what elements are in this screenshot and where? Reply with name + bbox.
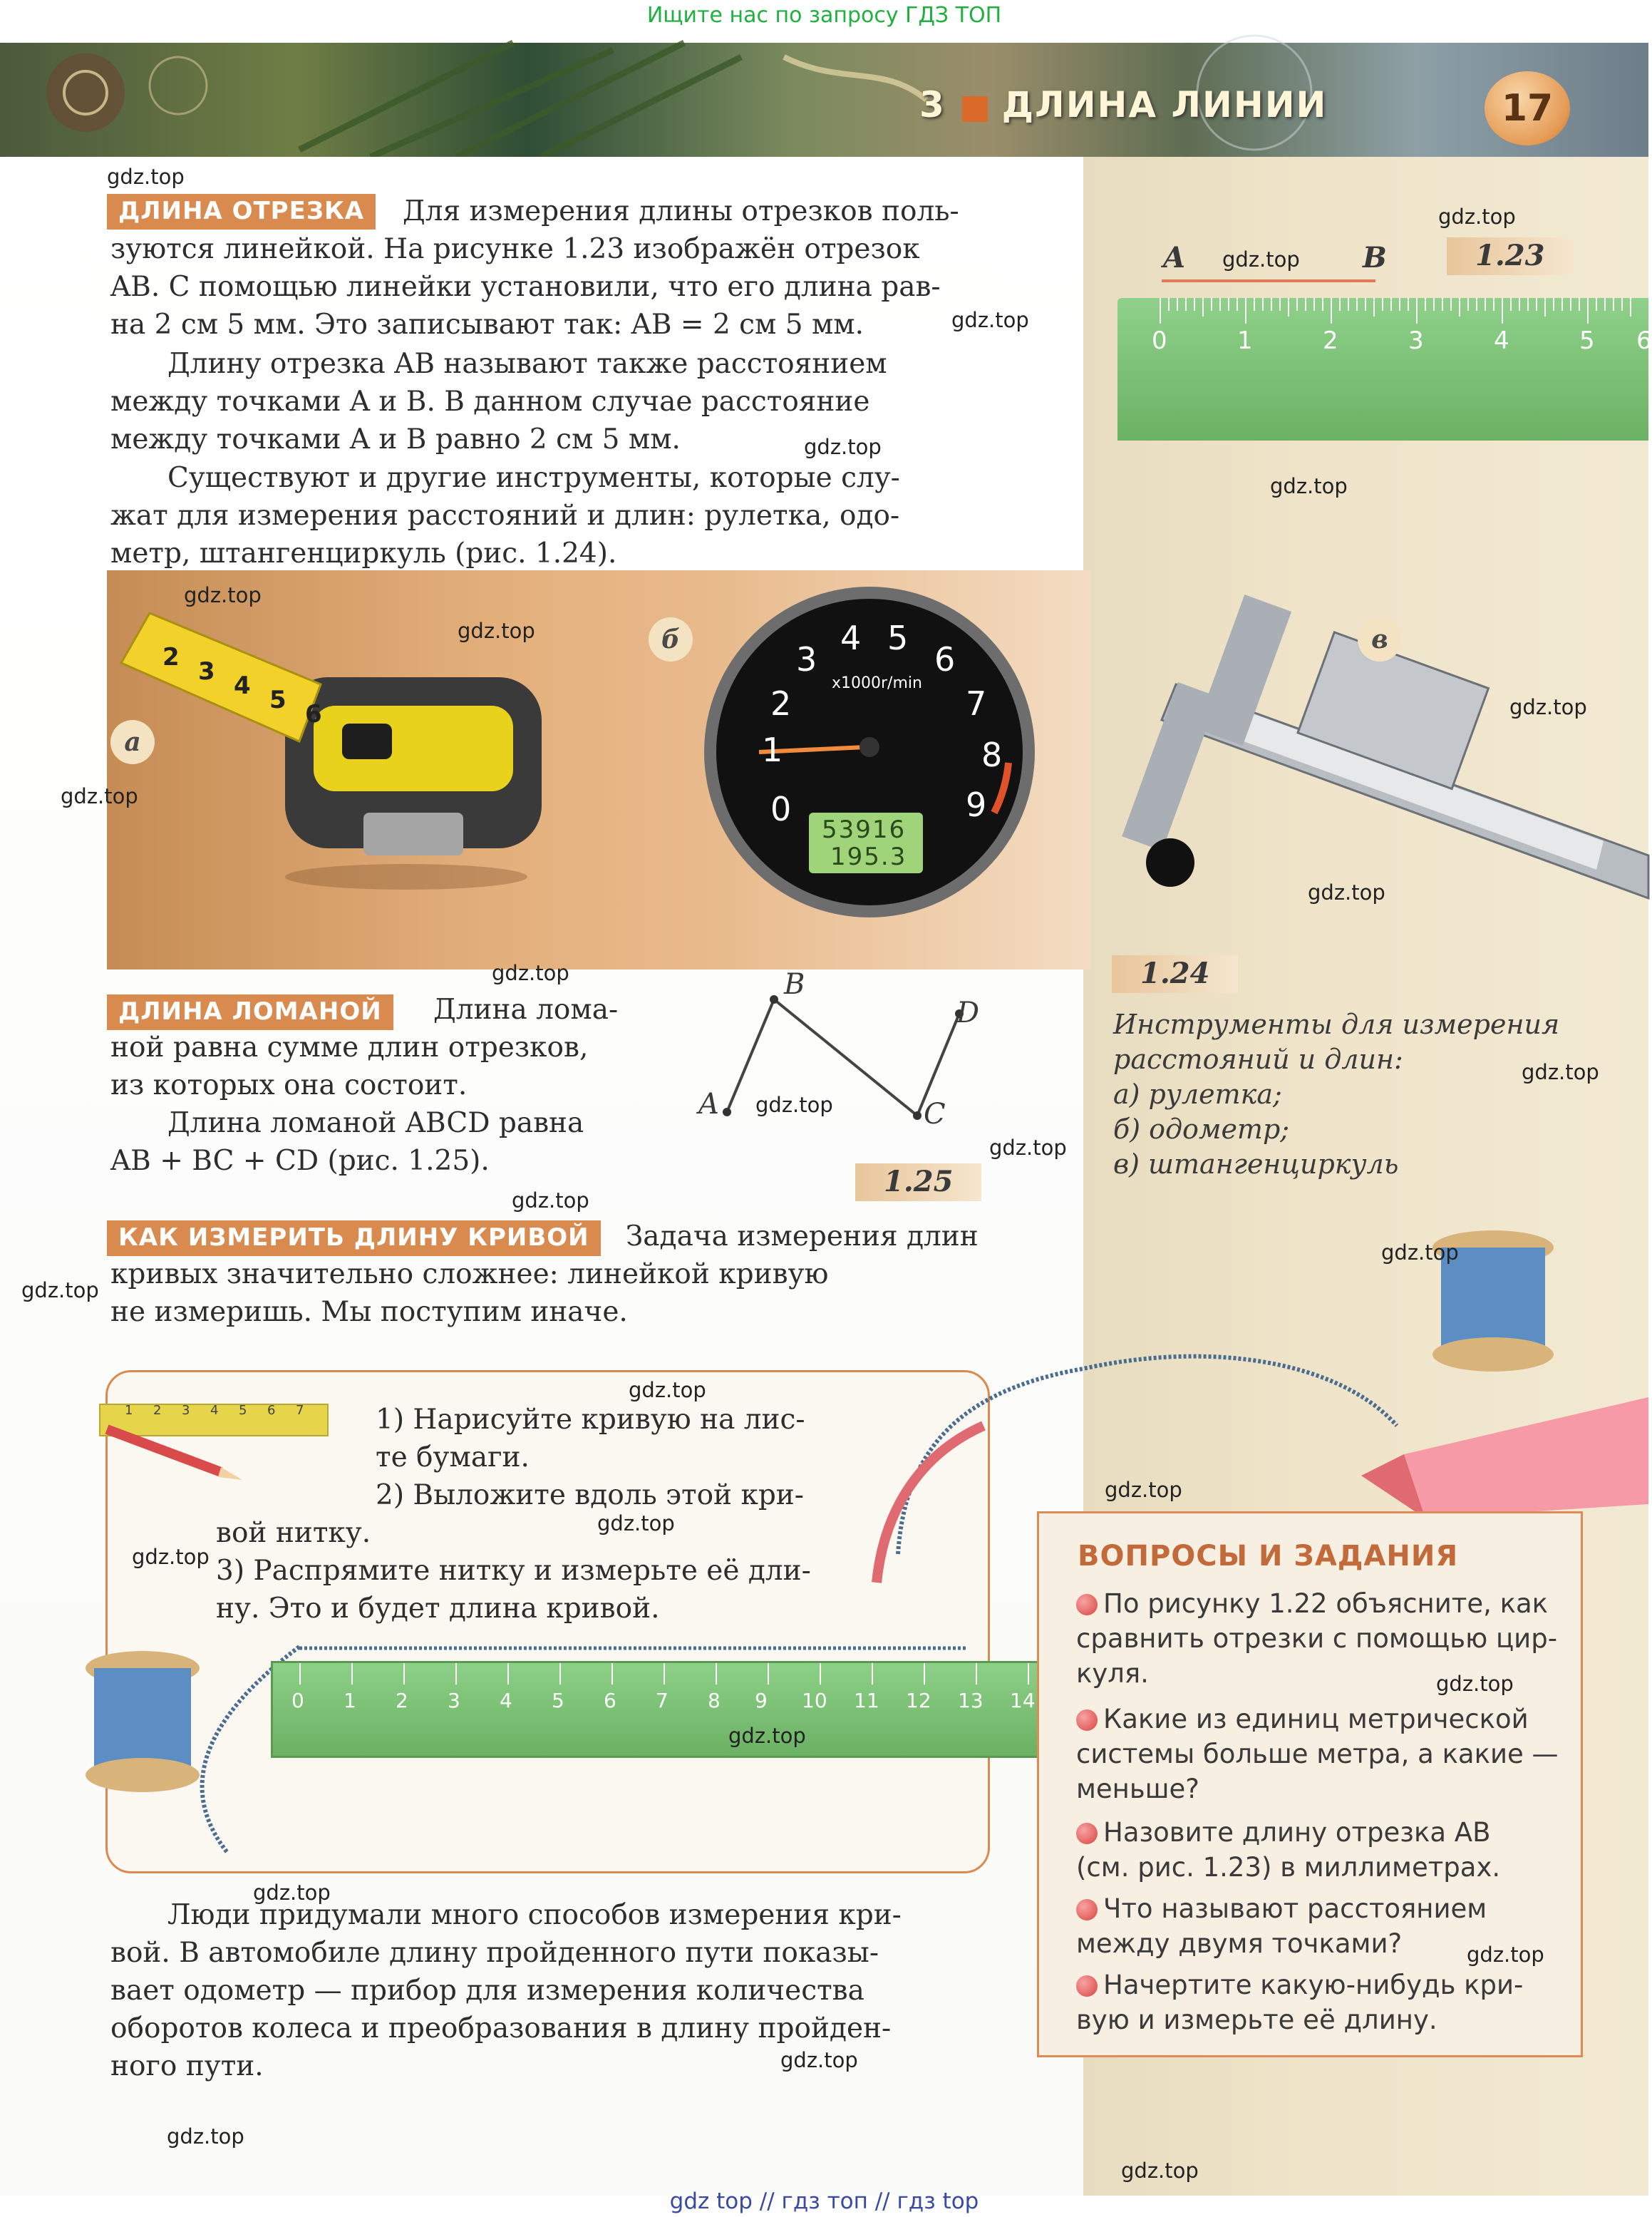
watermark: gdz.top	[1467, 1943, 1544, 1967]
lr-10: 10	[802, 1689, 827, 1712]
lr-3: 3	[448, 1689, 460, 1712]
tape-num-5: 5	[269, 686, 286, 714]
watermark: gdz.top	[1522, 1060, 1599, 1084]
tacho-2: 2	[770, 684, 792, 723]
sr-tick-1: 1	[125, 1403, 133, 1418]
section2-line2: из которых она состоит.	[110, 1069, 468, 1101]
sr-tick-7: 7	[296, 1403, 304, 1418]
step2-line0: 2) Выложите вдоль этой кри-	[376, 1479, 804, 1511]
lr-14: 14	[1010, 1689, 1036, 1712]
tape-num-6: 6	[305, 700, 322, 729]
watermark: gdz.top	[804, 435, 882, 459]
watermark: gdz.top	[728, 1724, 806, 1748]
question-4	[1076, 1891, 1487, 1961]
fig123-point-a: A	[1163, 241, 1186, 274]
tacho-0: 0	[770, 790, 792, 828]
tape-measure-illustration	[107, 592, 620, 920]
fig125-badge: 1.25	[855, 1163, 981, 1201]
watermark: gdz.top	[1222, 247, 1300, 272]
q3-line0: Назовите длину отрезка AB	[1103, 1817, 1491, 1848]
fig124-caption-1: расстояний и длин:	[1113, 1044, 1403, 1075]
fig123-tick-4: 4	[1494, 326, 1509, 355]
step1-line0: 1) Нарисуйте кривую на лис-	[376, 1404, 805, 1436]
lr-7: 7	[656, 1689, 668, 1712]
fig123-point-b: B	[1363, 241, 1387, 274]
sr-tick-3: 3	[182, 1403, 190, 1418]
section1-p2-line1: между точками A и B. В данном случае расстояние	[110, 386, 870, 418]
lr-2: 2	[396, 1689, 408, 1712]
watermark: gdz.top	[21, 1278, 99, 1302]
tape-num-4: 4	[234, 672, 251, 700]
q1-line0: По рисунку 1.22 объясните, как	[1103, 1588, 1548, 1619]
section-square-icon	[962, 96, 988, 122]
section3-heading: КАК ИЗМЕРИТЬ ДЛИНУ КРИВОЙ	[107, 1220, 601, 1256]
fig124-badge: 1.24	[1112, 955, 1238, 993]
q5-line0: Начертите какую-нибудь кри-	[1103, 1970, 1524, 2000]
odometer-numbers	[702, 585, 1037, 920]
section2-line4: AB + BC + CD (рис. 1.25).	[110, 1145, 490, 1177]
watermark: gdz.top	[132, 1545, 210, 1569]
watermark: gdz.top	[1308, 880, 1385, 905]
watermark: gdz.top	[951, 308, 1029, 332]
watermark: gdz.top	[1105, 1478, 1182, 1502]
section3-line1: кривых значительно сложнее: линейкой кривую	[110, 1258, 829, 1290]
bullet-icon	[1076, 1709, 1098, 1731]
fig124-caption-2: а) рулетка;	[1113, 1079, 1282, 1110]
odometer-readout-2: 195.3	[830, 843, 907, 871]
section1-p3-line0: Существуют и другие инструменты, которые слу-	[167, 462, 900, 494]
question-5	[1076, 1967, 1523, 2037]
watermark: gdz.top	[755, 1093, 833, 1117]
odometer-readout-1: 53916	[822, 816, 907, 844]
fig124-label-v: в	[1358, 617, 1402, 662]
long-ruler	[271, 1661, 1052, 1758]
sr-tick-4: 4	[210, 1403, 219, 1418]
section1-p2-line0: Длину отрезка AB называют также расстоянием	[167, 348, 887, 380]
closing-line2: вает одометр — прибор для измерения количества	[110, 1975, 864, 2007]
section2-line0: Длина лома-	[433, 994, 619, 1026]
q1-line2: куля.	[1076, 1658, 1149, 1689]
q3-line1: (см. рис. 1.23) в миллиметрах.	[1076, 1852, 1501, 1883]
tacho-3: 3	[796, 640, 817, 679]
fig125-A: A	[698, 1088, 719, 1121]
q1-line1: сравнить отрезки с помощью цир-	[1076, 1623, 1558, 1654]
fig124-caption-4: в) штангенциркуль	[1113, 1148, 1399, 1180]
question-3	[1076, 1815, 1500, 1885]
bullet-icon	[1076, 1975, 1098, 1997]
watermark: gdz.top	[167, 2124, 244, 2149]
section1-line3: на 2 см 5 мм. Это записывают так: AB = 2 см 5 мм.	[110, 309, 864, 341]
section2-heading: ДЛИНА ЛОМАНОЙ	[107, 994, 393, 1030]
bullet-icon	[1076, 1823, 1098, 1844]
section3-line0: Задача измерения длин	[626, 1220, 979, 1252]
tacho-1: 1	[762, 731, 783, 769]
tacho-5: 5	[887, 619, 909, 657]
fig123-ruler-ticks	[1117, 298, 1648, 341]
tacho-9: 9	[966, 786, 987, 824]
q2-line2: меньше?	[1076, 1774, 1199, 1804]
step3-line1: ну. Это и будет длина кривой.	[216, 1593, 660, 1625]
fig123-tick-5: 5	[1579, 326, 1595, 355]
watermark: gdz.top	[1121, 2159, 1199, 2183]
fig123-tick-3: 3	[1408, 326, 1424, 355]
step3-line0: 3) Распрямите нитку и измерьте её дли-	[216, 1555, 811, 1587]
fig125-polyline	[698, 984, 998, 1141]
fig123-segment	[1162, 279, 1375, 282]
section1-heading-wrap	[107, 194, 376, 230]
header-banner	[0, 43, 1648, 157]
fig123-ruler	[1117, 298, 1652, 441]
step2-line1: вой нитку.	[216, 1517, 371, 1549]
section-title-text: ДЛИНА ЛИНИИ	[1001, 84, 1328, 125]
section3-line2: не измеришь. Мы поступим иначе.	[110, 1296, 628, 1328]
section-number: 3	[919, 84, 946, 125]
tape-num-2: 2	[162, 643, 180, 672]
q5-line1: вую и измерьте её длину.	[1076, 2005, 1437, 2035]
watermark: gdz.top	[184, 583, 262, 607]
bottom-watermark: gdz top // гдз топ // гдз top	[669, 2188, 979, 2214]
fig125-D: D	[956, 997, 980, 1029]
fig124-label-b: б	[649, 617, 693, 662]
lr-5: 5	[552, 1689, 564, 1712]
tacho-8: 8	[981, 736, 1003, 774]
lr-12: 12	[906, 1689, 931, 1712]
lr-9: 9	[755, 1689, 768, 1712]
question-2	[1076, 1702, 1559, 1806]
thread-spool-icon	[78, 1647, 207, 1796]
fig123-tick-0: 0	[1152, 326, 1167, 355]
bullet-icon	[1076, 1594, 1098, 1615]
closing-line1: вой. В автомобиле длину пройденного пути показы-	[110, 1937, 879, 1969]
watermark: gdz.top	[1270, 474, 1348, 498]
section1-p2-line2: между точками A и B равно 2 см 5 мм.	[110, 423, 681, 456]
q4-line0: Что называют расстоянием	[1103, 1893, 1487, 1924]
q2-line0: Какие из единиц метрической	[1103, 1704, 1529, 1734]
section1-p3-line1: жат для измерения расстояний и длин: рулетка, одо-	[110, 500, 900, 532]
section1-line1: зуются линейкой. На рисунке 1.23 изображён отрезок	[110, 233, 920, 265]
tacho-6: 6	[934, 640, 956, 679]
fig123-tick-1: 1	[1237, 326, 1253, 355]
page-number: 17	[1485, 71, 1570, 145]
lr-1: 1	[344, 1689, 356, 1712]
lr-6: 6	[604, 1689, 616, 1712]
watermark: gdz.top	[629, 1378, 706, 1402]
fig124-label-a: а	[110, 720, 155, 764]
closing-line4: ного пути.	[110, 2050, 264, 2082]
questions-title: ВОПРОСЫ И ЗАДАНИЯ	[1078, 1540, 1459, 1573]
lr-4: 4	[500, 1689, 512, 1712]
fig124-caption-3: б) одометр;	[1113, 1113, 1290, 1145]
section2-line1: ной равна сумме длин отрезков,	[110, 1032, 589, 1064]
section1-line0: Для измерения длины отрезков поль-	[403, 195, 959, 227]
watermark: gdz.top	[989, 1136, 1067, 1160]
tacho-unit: x1000r/min	[832, 674, 922, 692]
tape-num-3: 3	[198, 657, 215, 686]
step1-line1: те бумаги.	[376, 1441, 530, 1473]
watermark: gdz.top	[253, 1881, 331, 1905]
banner-decoration	[0, 43, 1648, 157]
sr-tick-6: 6	[267, 1403, 276, 1418]
watermark: gdz.top	[512, 1188, 589, 1213]
lr-13: 13	[958, 1689, 984, 1712]
fig125-B: B	[784, 968, 805, 1001]
long-ruler-ticks	[273, 1663, 1050, 1692]
tacho-7: 7	[966, 684, 987, 723]
closing-line3: оборотов колеса и преобразования в длину пройден-	[110, 2012, 892, 2044]
sr-tick-5: 5	[239, 1403, 247, 1418]
q2-line1: системы больше метра, а какие —	[1076, 1739, 1559, 1769]
watermark: gdz.top	[458, 619, 535, 643]
fig125-C: C	[924, 1098, 946, 1131]
lr-8: 8	[708, 1689, 721, 1712]
section1-p3-line2: метр, штангенциркуль (рис. 1.24).	[110, 537, 617, 570]
watermark: gdz.top	[1436, 1672, 1514, 1696]
watermark: gdz.top	[1509, 695, 1587, 719]
watermark: gdz.top	[1438, 205, 1516, 229]
sr-tick-2: 2	[153, 1403, 162, 1418]
lr-11: 11	[854, 1689, 879, 1712]
watermark: gdz.top	[61, 784, 138, 808]
tacho-4: 4	[840, 619, 862, 657]
fig123-badge: 1.23	[1447, 237, 1573, 275]
watermark: gdz.top	[1381, 1240, 1459, 1265]
section1-heading: ДЛИНА ОТРЕЗКА	[107, 194, 376, 230]
top-watermark: Ищите нас по запросу ГДЗ ТОП	[646, 3, 1002, 28]
closing-line0: Люди придумали много способов измерения кри-	[167, 1899, 902, 1931]
fig123-tick-6: 6	[1636, 326, 1652, 355]
watermark: gdz.top	[492, 961, 569, 985]
watermark: gdz.top	[597, 1511, 675, 1536]
watermark: gdz.top	[107, 165, 185, 189]
section2-line3: Длина ломаной ABCD равна	[167, 1107, 584, 1139]
fig124-caption-0: Инструменты для измерения	[1113, 1009, 1560, 1040]
bullet-icon	[1076, 1899, 1098, 1920]
q4-line1: между двумя точками?	[1076, 1928, 1403, 1959]
watermark: gdz.top	[780, 2048, 858, 2072]
section2-heading-wrap	[107, 994, 393, 1030]
lr-0: 0	[291, 1689, 304, 1712]
section1-line2: AB. С помощью линейки установили, что его длина рав-	[110, 271, 941, 303]
fig123-tick-2: 2	[1323, 326, 1338, 355]
